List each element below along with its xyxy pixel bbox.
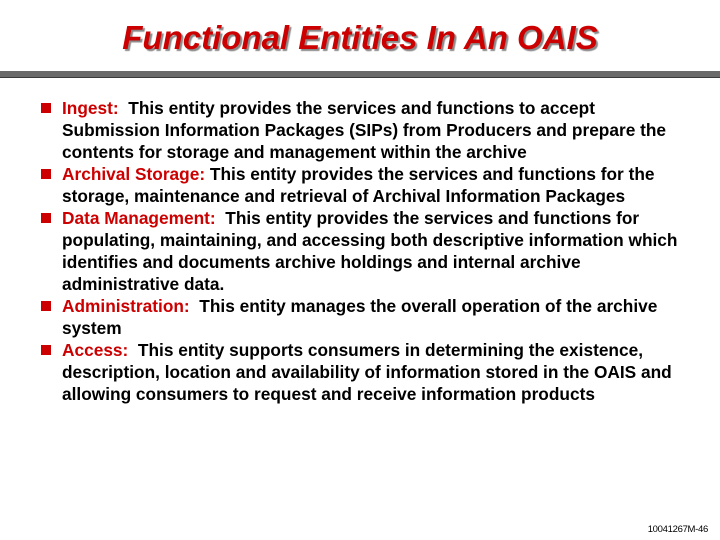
bullet-term: Data Management: [62, 208, 216, 228]
slide-title: Functional Entities In An OAIS [122, 19, 598, 56]
slide-id: 10041267M-46 [647, 524, 708, 535]
square-bullet-icon [41, 169, 51, 179]
bullet-term: Ingest: [62, 98, 119, 118]
bullet-item-archival-storage [42, 163, 692, 207]
square-bullet-icon [41, 301, 51, 311]
bullet-term: Access: [62, 340, 129, 360]
bullet-item-access [42, 339, 692, 405]
bullet-term: Archival Storage: [62, 164, 206, 184]
bullet-text: This entity provides the services and functions for the storage, maintenance and retrieval of Archival Information Packages [62, 164, 655, 206]
square-bullet-icon [41, 213, 51, 223]
bullet-text: This entity provides the services and functions for populating, maintaining, and accessing both descriptive information which identifies and documents archive holdings and internal archive administrative data. [62, 208, 678, 294]
bullet-text: This entity manages the overall operation of the archive system [62, 296, 658, 338]
bullet-item-administration [42, 295, 692, 339]
bullet-item-data-management [42, 207, 692, 295]
bullet-list [42, 97, 692, 405]
bullet-item-ingest [42, 97, 692, 163]
title-divider [0, 71, 720, 77]
bullet-text: This entity supports consumers in determining the existence, description, location and availability of information stored in the OAIS and allowing consumers to request and receive information products [62, 340, 672, 404]
bullet-term: Administration: [62, 296, 190, 316]
square-bullet-icon [41, 103, 51, 113]
bullet-text: This entity provides the services and functions to accept Submission Information Packages (SIPs) from Producers and prepare the contents for storage and management within the archive [62, 98, 667, 162]
square-bullet-icon [41, 345, 51, 355]
